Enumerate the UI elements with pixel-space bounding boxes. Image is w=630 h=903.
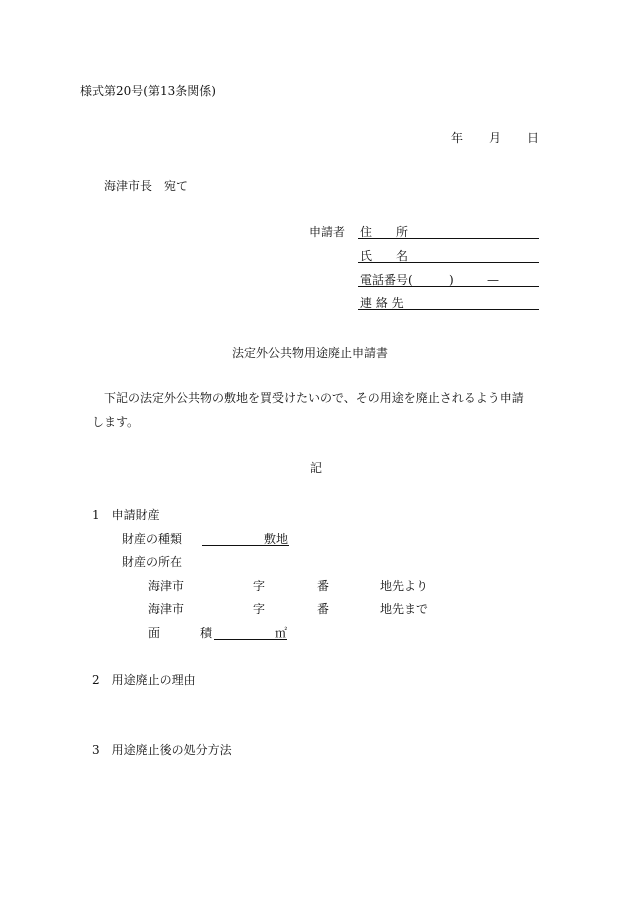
location-row-1-aza: 字 bbox=[253, 579, 266, 593]
address-label: 住 所 bbox=[360, 225, 409, 239]
addressee: 海津市長 宛て bbox=[104, 179, 189, 193]
form-number: 様式第20号(第13条関係) bbox=[80, 84, 216, 98]
contact-underline bbox=[358, 309, 539, 310]
date-month-label: 月 bbox=[489, 131, 502, 145]
property-type-underline bbox=[202, 545, 289, 546]
applicant-label: 申請者 bbox=[309, 225, 346, 239]
contact-label: 連 絡 先 bbox=[360, 296, 404, 310]
area-unit: ㎡ bbox=[275, 626, 288, 640]
phone-dash: — bbox=[487, 273, 499, 287]
location-row-2-aza: 字 bbox=[253, 602, 266, 616]
phone-label: 電話番号( bbox=[360, 273, 413, 287]
location-row-2-suffix: 地先まで bbox=[380, 602, 429, 616]
location-row-1-suffix: 地先より bbox=[380, 579, 429, 593]
name-underline bbox=[358, 262, 539, 263]
section1-heading: 1 申請財産 bbox=[92, 508, 160, 522]
location-row-2-city: 海津市 bbox=[148, 602, 185, 616]
date-day-label: 日 bbox=[527, 131, 540, 145]
note-heading: 記 bbox=[310, 461, 323, 475]
body-line-1: 下記の法定外公共物の敷地を買受けたいので、その用途を廃止されるよう申請 bbox=[104, 391, 524, 405]
location-label: 財産の所在 bbox=[122, 555, 183, 569]
area-label-1: 面 bbox=[148, 626, 161, 640]
document-title: 法定外公共物用途廃止申請書 bbox=[232, 346, 389, 360]
location-row-2-ban: 番 bbox=[317, 602, 330, 616]
phone-underline bbox=[358, 286, 539, 287]
property-type-label: 財産の種類 bbox=[122, 532, 183, 546]
area-label-2: 積 bbox=[200, 626, 213, 640]
section2-heading: 2 用途廃止の理由 bbox=[92, 673, 196, 687]
phone-paren-close: ) bbox=[449, 273, 454, 287]
address-underline bbox=[358, 238, 539, 239]
name-label: 氏 名 bbox=[360, 249, 409, 263]
date-year-label: 年 bbox=[451, 131, 464, 145]
property-type-value: 敷地 bbox=[264, 532, 289, 546]
section3-heading: 3 用途廃止後の処分方法 bbox=[92, 743, 232, 757]
body-line-2: します。 bbox=[92, 415, 140, 429]
location-row-1-ban: 番 bbox=[317, 579, 330, 593]
location-row-1-city: 海津市 bbox=[148, 579, 185, 593]
